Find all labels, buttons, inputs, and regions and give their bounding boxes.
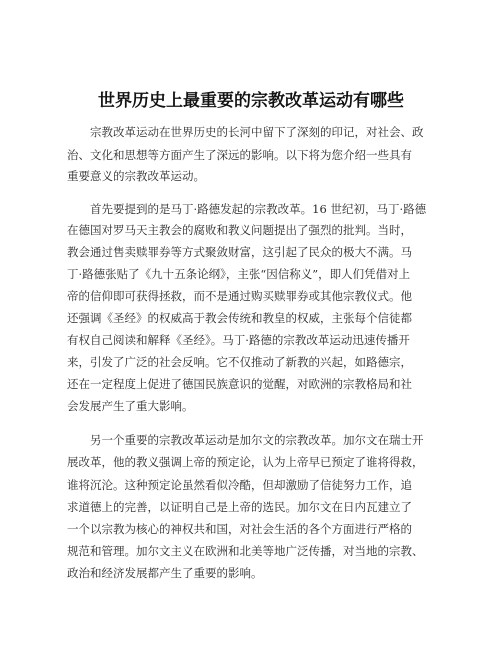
- paragraph-line: 重要意义的宗教改革运动。: [67, 169, 205, 183]
- paragraph-line: 在德国对罗马天主教会的腐败和教义问题提出了强烈的批判。当时，: [67, 223, 412, 237]
- paragraph-line: 展改革，他的教义强调上帝的预定论，认为上帝早已预定了谁将得救，: [67, 455, 424, 469]
- paragraph-line: 一个以宗教为核心的神权共和国，对社会生活的各个方面进行严格的: [67, 522, 412, 536]
- document-title: 世界历史上最重要的宗教改革运动有哪些: [98, 91, 404, 111]
- paragraph-line: 治、文化和思想等方面产生了深远的影响。以下将为您介绍一些具有: [67, 148, 412, 162]
- paragraph-line: 会发展产生了重大影响。: [67, 399, 194, 413]
- paragraph-line: 帝的信仰即可获得拯救，而不是通过购买赎罪券或其他宗教仪式。他: [67, 289, 412, 303]
- paragraph-line: 宗教改革运动在世界历史的长河中留下了深刻的印记，对社会、政: [90, 125, 424, 139]
- paragraph-line: 政治和经济发展都产生了重要的影响。: [67, 566, 263, 580]
- paragraph-line: 规范和管理。加尔文主义在欧洲和北美等地广泛传播，对当地的宗教、: [67, 544, 424, 558]
- paragraph-line: 求道德上的完善，以证明自己是上帝的选民。加尔文在日内瓦建立了: [67, 500, 412, 514]
- paragraph-line: 还强调《圣经》的权威高于教会传统和教皇的权威，主张每个信徒都: [67, 311, 412, 325]
- paragraph-line: 还在一定程度上促进了德国民族意识的觉醒，对欧洲的宗教格局和社: [67, 377, 412, 391]
- paragraph-line: 有权自己阅读和解释《圣经》。马丁·路德的宗教改革运动迅速传播开: [67, 333, 410, 347]
- paragraph-line: 首先要提到的是马丁·路德发起的宗教改革。16 世纪初，马丁·路德: [90, 202, 427, 216]
- paragraph-line: 教会通过售卖赎罪券等方式聚敛财富，这引起了民众的极大不满。马: [67, 245, 412, 259]
- paragraph-line: 谁将沉沦。这种预定论虽然看似冷酷，但却激励了信徒努力工作，追: [67, 478, 412, 492]
- paragraph-line: 来，引发了广泛的社会反响。它不仅推动了新教的兴起，如路德宗，: [67, 355, 412, 369]
- paragraph-line: 丁·路德张贴了《九十五条论纲》，主张“因信称义”，即人们凭借对上: [67, 267, 411, 281]
- paragraph-line: 另一个重要的宗教改革运动是加尔文的宗教改革。加尔文在瑞士开: [90, 433, 424, 447]
